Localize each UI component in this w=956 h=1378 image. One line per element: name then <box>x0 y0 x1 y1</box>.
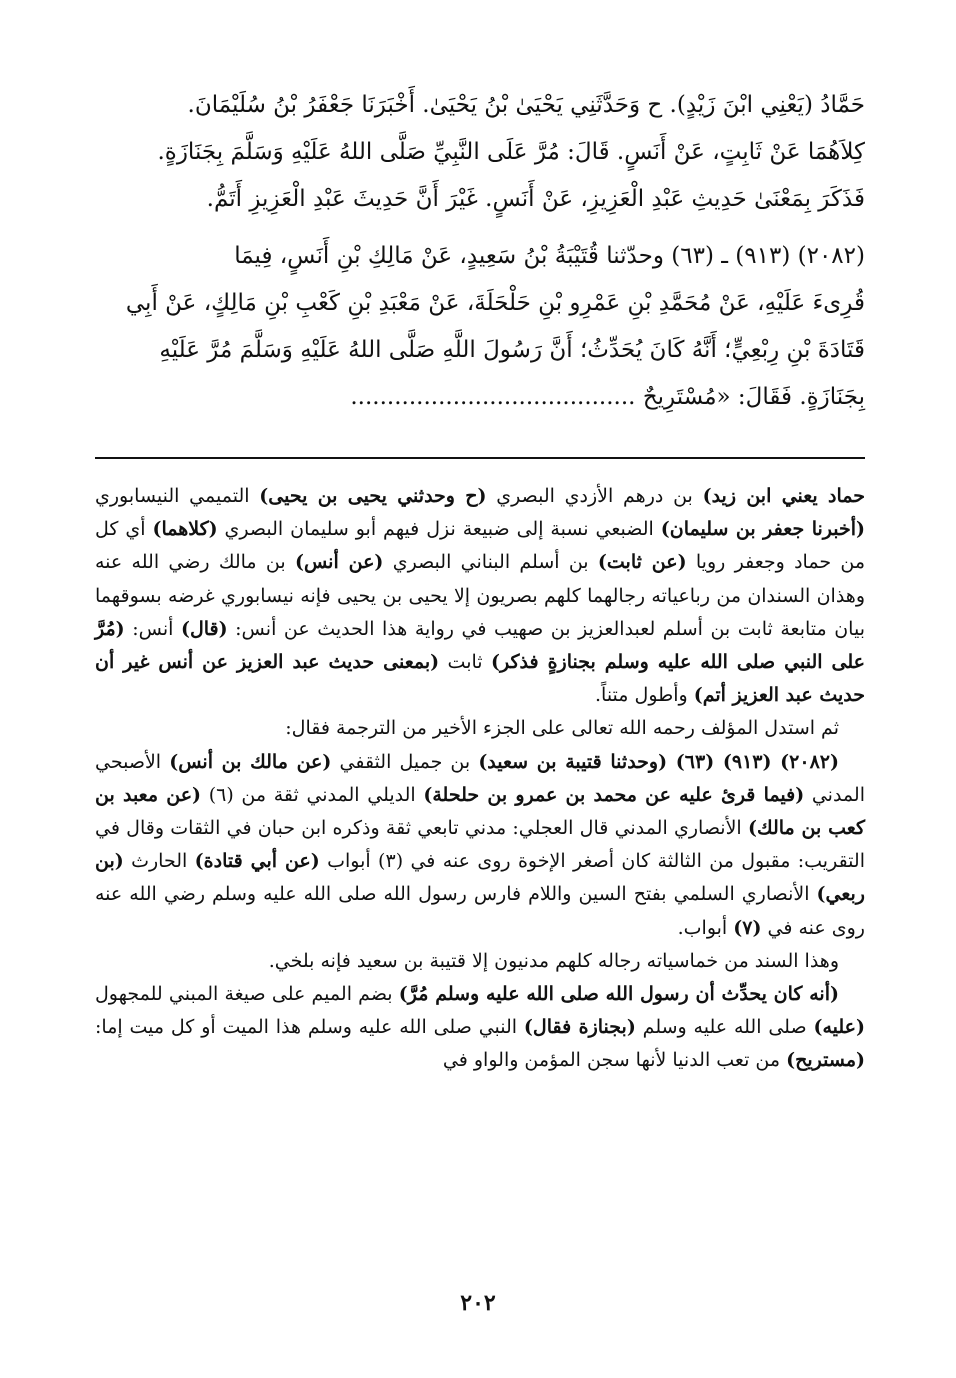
commentary-span: الضبعي نسبة إلى ضبيعة نزل فيهم أبو سليمان البصري <box>217 518 661 541</box>
hadith-paragraph-2 <box>95 233 865 421</box>
commentary-span: أنس: <box>124 617 181 640</box>
bold-term: (بمعنى حديث عبد العزيز عن أنس غير أن حديث عبد العزيز أتم) <box>95 651 865 707</box>
bold-term: (ح وحدثني يحيى بن يحيى) <box>259 485 487 507</box>
bold-term: حماد يعني ابن زيد) <box>702 485 866 507</box>
bold-term: (مستريح) <box>786 1049 865 1072</box>
bold-term: (عن أنس) <box>294 551 384 574</box>
hadith-line: قَتَادَةَ بْنِ رِبْعِيٍّ؛ أَنَّهُ كَانَ يُحَدِّثُ؛ أَنَّ رَسُولَ اللَّهِ صَلَّى اللهُ عَلَيْهِ وَسَلَّمَ مُرَّ عَلَيْهِ <box>159 337 865 363</box>
hadith-text <box>95 82 865 421</box>
commentary-span: بن مالك رضي الله عنه وهذان السندان من رباعياته رجالهما كلهم بصريون إلا يحيى بن يحيى فإنه نيسابوري غرضه بسوقهما بيان متابعة ثابت بن أسلم لعبدالعزيز بن صهيب في رواية هذا الحديث عن أنس: <box>95 551 865 640</box>
bold-term: (عن ثابت) <box>597 551 687 574</box>
commentary-paragraph-5 <box>95 978 865 1078</box>
commentary-paragraph-2: ثم استدل المؤلف رحمه الله تعالى على الجزء الأخير من الترجمة فقال: <box>285 717 839 740</box>
commentary-span: صلى الله عليه وسلم <box>635 1016 814 1039</box>
continuation-dots: ....................................... <box>350 384 636 410</box>
hadith-line: حَمَّادُ (يَعْنِي ابْنَ زَيْدٍ). ح وَحَدَّثَنِي يَحْيَىٰ بْنُ يَحْيَىٰ. أَخْبَرَنَا جَعْفَرُ بْنُ سُلَيْمَانَ. <box>187 92 865 118</box>
commentary-paragraph-3 <box>95 746 865 945</box>
bold-term: (بن ربعي) <box>95 850 865 906</box>
commentary-span: أبواب. <box>677 916 734 939</box>
commentary-span: من تعب الدنيا لأنها سجن المؤمن والواو في <box>442 1049 787 1072</box>
bold-term: (عن أبي قتادة) <box>194 850 320 873</box>
bold-term: (كلاهما) <box>152 518 218 541</box>
bold-term: (عليه) <box>813 1016 865 1039</box>
commentary-span: بضم الميم على صيغة المبني للمجهول <box>95 983 399 1006</box>
commentary-span: الأنصاري السلمي بفتح السين واللام فارس رسول الله صلى الله عليه وسلم رضي الله عنه روى عنه في <box>95 883 865 939</box>
hadith-line: كِلاَهُمَا عَنْ ثَابِتٍ، عَنْ أَنَسٍ. قَالَ: مُرَّ عَلَى النَّبِيِّ صَلَّى اللهُ عَلَيْهِ وَسَلَّمَ بِجَنَازَةٍ. <box>157 139 865 165</box>
bold-term: (مُرَّ على النبي صلى الله عليه وسلم بجنازةٍ فذكر) <box>95 617 865 674</box>
hadith-line: قُرِىءَ عَلَيْهِ، عَنْ مُحَمَّدِ بْنِ عَمْرِو بْنِ حَلْحَلَةَ، عَنْ مَعْبَدِ بْنِ كَعْبِ بْنِ مَالِكٍ، عَنْ أَبِي <box>125 290 865 316</box>
commentary-paragraph-4: وهذا السند من خماسياته رجاله كلهم مدنيون إلا قتيبة بن سعيد فإنه بلخي. <box>268 949 839 972</box>
commentary-span: بن درهم الأزدي البصري <box>486 485 703 507</box>
bold-term: (عن مالك بن أنس) <box>169 750 332 773</box>
bold-term: (أخبرنا جعفر بن سليمان) <box>660 518 866 541</box>
commentary-span: بن أسلم البناني البصري <box>383 551 598 574</box>
commentary-span: ثابت <box>439 651 492 674</box>
commentary-span: أي كل من حماد وجعفر رويا <box>95 518 866 574</box>
bold-term: (فيما قرئ عليه عن محمد بن عمرو بن حلحلة) <box>423 783 805 806</box>
commentary-text <box>95 480 865 1078</box>
commentary-span: وأطول متناً. <box>595 684 694 707</box>
commentary-paragraph-1 <box>95 480 865 712</box>
commentary-span: الأنصاري المدني قال العجلي: مدني تابعي ثقة وذكره ابن حبان في الثقات وقال في التقريب: مقبول من الثالثة كان أصغر الإخوة روى عنه في (٣) أبواب <box>95 817 865 873</box>
bold-term: (٢٠٨٢) (٩١٣) (٦٣) (وحدثنا قتيبة بن سعيد) <box>478 750 839 773</box>
hadith-line: فَذَكَرَ بِمَعْنَىٰ حَدِيثِ عَبْدِ الْعَزِيزِ، عَنْ أَنَسٍ. غَيْرَ أَنَّ حَدِيثَ عَبْدِ الْعَزِيزِ أَتَمُّ. <box>206 186 865 212</box>
commentary-span: بن جميل الثقفي <box>331 750 479 773</box>
bold-term: (بجنازة فقال) <box>523 1016 636 1039</box>
bold-term: (أنه كان يحدِّث أن رسول الله صلى الله عليه وسلم مُرَّ) <box>398 983 839 1006</box>
hadith-paragraph-1 <box>95 82 865 223</box>
commentary-span: الأصبحي المدني <box>95 750 865 806</box>
bold-term: (قال) <box>180 617 228 640</box>
commentary-span: النبي صلى الله عليه وسلم هذا الميت أو كل ميت إما: <box>95 1016 524 1039</box>
commentary-span: الحارث <box>123 850 195 873</box>
commentary-span: التميمي النيسابوري <box>95 485 260 507</box>
bold-term: (٧) <box>733 916 762 939</box>
commentary-span: الديلي المدني ثقة من (٦) <box>201 783 424 806</box>
hadith-line: بِجَنَازَةٍ. فَقَالَ: «مُسْتَرِيحٌ <box>642 384 865 410</box>
hadith-line: (٢٠٨٢) (٩١٣) ـ (٦٣) وحدّثنا قُتَيْبَةُ بْنُ سَعِيدٍ، عَنْ مَالِكِ بْنِ أَنَسٍ، فِيمَا <box>234 243 865 269</box>
bold-term: (عن معبد بن كعب بن مالك) <box>95 783 865 840</box>
page-number: ٢٠٢ <box>460 1290 496 1316</box>
separator-line <box>95 457 865 459</box>
